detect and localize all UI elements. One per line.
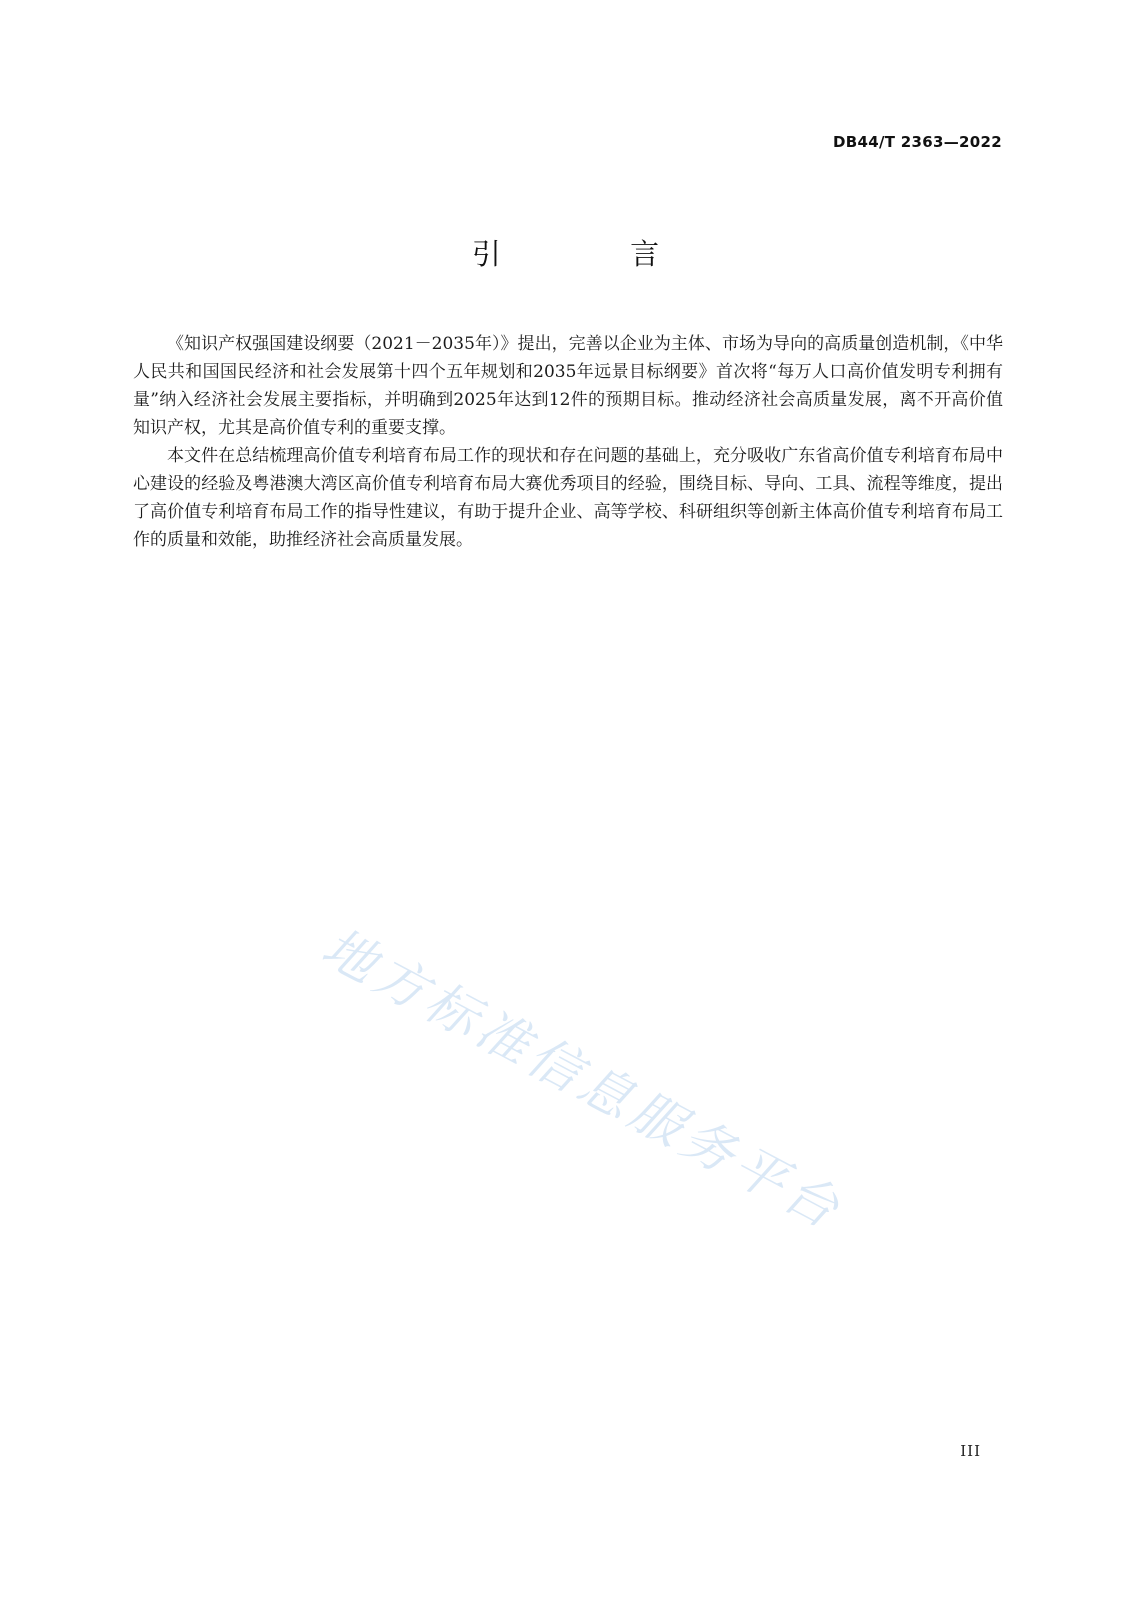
section-title: 引 言	[471, 237, 720, 271]
page-number: III	[960, 1442, 981, 1460]
paragraph: 本文件在总结梳理高价值专利培育布局工作的现状和存在问题的基础上，充分吸收广东省高价值专利培育布局中心建设的经验及粤港澳大湾区高价值专利培育布局大赛优秀项目的经验，围绕目标、导向、工具、流程等维度，提出了高价值专利培育布局工作的指导性建议，有助于提升企业、高等学校、科研组织等创新主体高价值专利培育布局工作的质量和效能，助推经济社会高质量发展。	[133, 446, 1003, 550]
watermark: 地方标准信息服务平台	[312, 917, 853, 1243]
introduction-body	[133, 330, 1003, 554]
standard-code: DB44/T 2363—2022	[833, 133, 1002, 151]
paragraph: 《知识产权强国建设纲要（2021－2035年）》提出，完善以企业为主体、市场为导向的高质量创造机制，《中华人民共和国国民经济和社会发展第十四个五年规划和2035年远景目标纲要》首次将“每万人口高价值发明专利拥有量”纳入经济社会发展主要指标，并明确到2025年达到12件的预期目标。推动经济社会高质量发展，离不开高价值知识产权，尤其是高价值专利的重要支撑。	[133, 334, 1003, 438]
